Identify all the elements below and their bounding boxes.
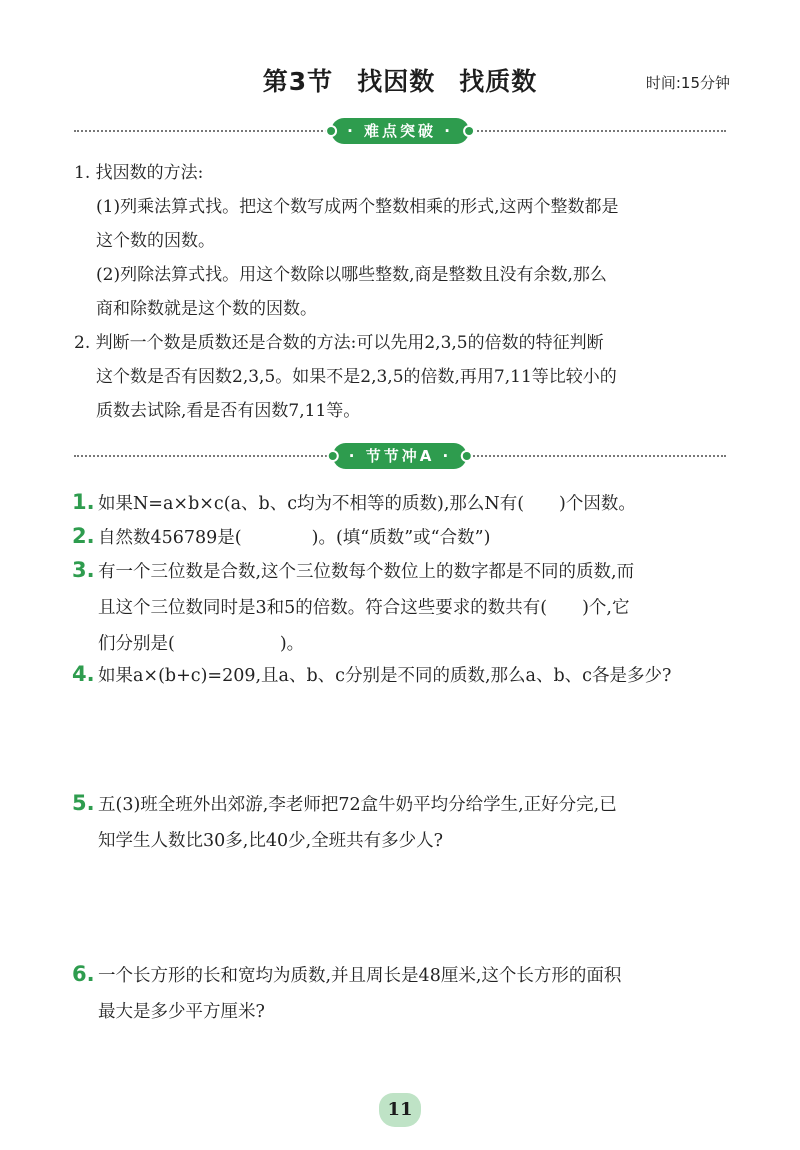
question-1 [72, 484, 742, 522]
title-find-primes: 找质数 [459, 67, 538, 96]
key-point-line: (1)列乘法算式找。把这个数写成两个整数相乘的形式,这两个整数都是 [96, 197, 619, 217]
question-text: 最大是多少平方厘米? [98, 1002, 265, 1022]
question-text: 且这个三位数同时是3和5的倍数。符合这些要求的数共有( )个,它 [98, 598, 630, 618]
key-point-line: 商和除数就是这个数的因数。 [96, 299, 317, 319]
key-point-line: 这个数是否有因数2,3,5。如果不是2,3,5的倍数,再用7,11等比较小的 [96, 367, 617, 387]
question-text: 五(3)班全班外出郊游,李老师把72盒牛奶平均分给学生,正好分完,已 [98, 795, 617, 815]
section-number: 第3节 [262, 67, 334, 96]
question-5 [72, 785, 742, 859]
question-number: 2. [72, 524, 95, 548]
section-divider-difficulty [74, 118, 726, 144]
time-limit: 时间:15分钟 [645, 74, 730, 92]
question-number: 5. [72, 791, 95, 815]
question-6 [72, 956, 742, 1030]
section-label-difficulty: · 难点突破 · [331, 118, 469, 144]
question-text: 们分别是( )。 [98, 634, 305, 654]
question-3 [72, 552, 742, 662]
question-text: 如果a×(b+c)=209,且a、b、c分别是不同的质数,那么a、b、c各是多少? [98, 666, 672, 686]
question-number: 3. [72, 558, 95, 582]
question-number: 1. [72, 490, 95, 514]
page-number: 11 [379, 1093, 421, 1127]
question-number: 4. [72, 662, 95, 686]
title-find-factors: 找因数 [357, 67, 436, 96]
key-points-block [74, 156, 734, 428]
section-divider-practice [74, 443, 726, 469]
question-4 [72, 656, 742, 694]
question-text: 一个长方形的长和宽均为质数,并且周长是48厘米,这个长方形的面积 [98, 966, 622, 986]
key-point-line: 质数去试除,看是否有因数7,11等。 [96, 401, 361, 421]
key-point-line: (2)列除法算式找。用这个数除以哪些整数,商是整数且没有余数,那么 [96, 265, 607, 285]
key-point-line: 这个数的因数。 [96, 231, 215, 251]
question-2 [72, 518, 742, 556]
key-point-line: 2. 判断一个数是质数还是合数的方法:可以先用2,3,5的倍数的特征判断 [74, 333, 604, 353]
question-text: 自然数456789是( )。(填“质数”或“合数”) [98, 528, 491, 548]
question-number: 6. [72, 962, 95, 986]
section-label-practice: · 节节冲A · [333, 443, 467, 469]
question-text: 如果N=a×b×c(a、b、c均为不相等的质数),那么N有( )个因数。 [98, 494, 636, 514]
question-text: 知学生人数比30多,比40少,全班共有多少人? [98, 831, 444, 851]
question-text: 有一个三位数是合数,这个三位数每个数位上的数字都是不同的质数,而 [98, 562, 635, 582]
key-point-line: 1. 找因数的方法: [74, 163, 204, 183]
